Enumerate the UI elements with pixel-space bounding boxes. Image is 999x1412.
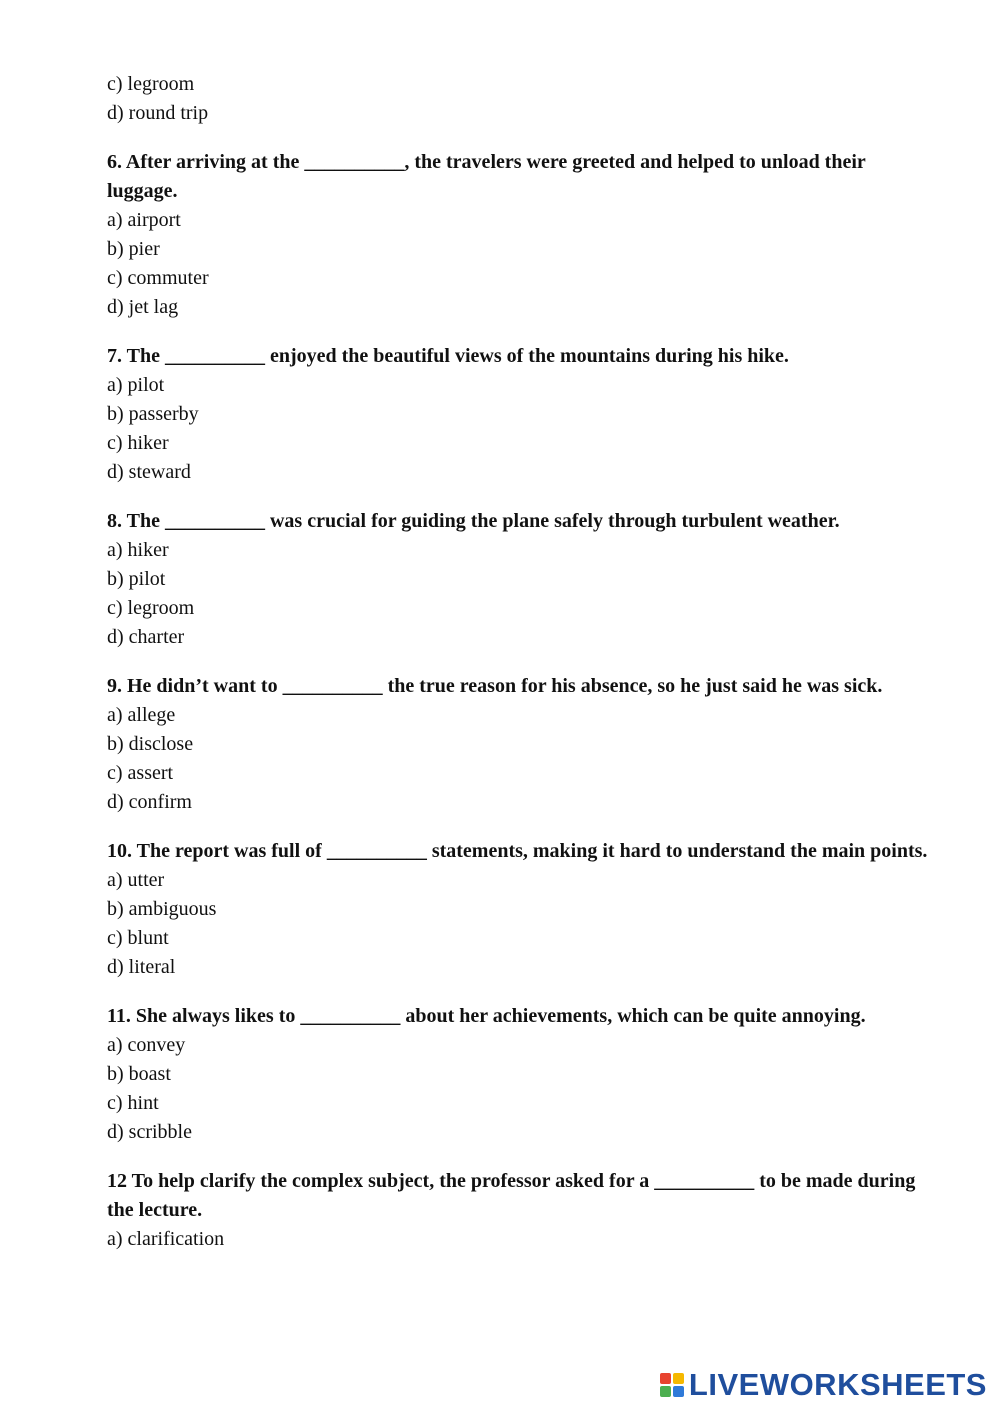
question-10 xyxy=(107,837,937,982)
question-8 xyxy=(107,507,937,652)
question-text: 9. He didn’t want to __________ the true reason for his absence, so he just said he was sick. xyxy=(107,675,883,697)
option[interactable]: c) hint xyxy=(107,1092,159,1114)
option[interactable]: d) literal xyxy=(107,956,176,978)
option[interactable]: a) utter xyxy=(107,869,165,891)
question-11 xyxy=(107,1002,937,1147)
question-text: 12 To help clarify the complex subject, the professor asked for a __________ to be made during the lecture. xyxy=(107,1170,916,1221)
option[interactable]: d) jet lag xyxy=(107,296,179,318)
option[interactable]: b) disclose xyxy=(107,733,194,755)
brand-name: LIVEWORKSHEETS xyxy=(688,1367,987,1402)
option[interactable]: c) legroom xyxy=(107,73,195,95)
question-7 xyxy=(107,342,937,487)
liveworksheets-logo-icon xyxy=(659,1372,685,1398)
option[interactable]: d) round trip xyxy=(107,102,209,124)
option[interactable]: a) clarification xyxy=(107,1228,225,1250)
question-text: 10. The report was full of __________ statements, making it hard to understand the main points. xyxy=(107,840,928,862)
option[interactable]: b) ambiguous xyxy=(107,898,217,920)
question-12 xyxy=(107,1167,937,1254)
liveworksheets-brand[interactable] xyxy=(659,1368,987,1402)
question-9 xyxy=(107,672,937,817)
option[interactable]: b) pier xyxy=(107,238,160,260)
option[interactable]: a) hiker xyxy=(107,539,169,561)
option[interactable]: b) boast xyxy=(107,1063,171,1085)
option[interactable]: c) assert xyxy=(107,762,174,784)
option[interactable]: a) allege xyxy=(107,704,176,726)
option[interactable]: d) confirm xyxy=(107,791,192,813)
option[interactable]: a) airport xyxy=(107,209,181,231)
option[interactable]: c) commuter xyxy=(107,267,209,289)
option[interactable]: b) passerby xyxy=(107,403,199,425)
question-text: 7. The __________ enjoyed the beautiful views of the mountains during his hike. xyxy=(107,345,789,367)
question-text: 8. The __________ was crucial for guiding the plane safely through turbulent weather. xyxy=(107,510,840,532)
option[interactable]: c) legroom xyxy=(107,597,195,619)
question-text: 6. After arriving at the __________, the travelers were greeted and helped to unload their luggage. xyxy=(107,151,866,202)
option[interactable]: d) charter xyxy=(107,626,185,648)
option[interactable]: a) convey xyxy=(107,1034,186,1056)
option[interactable]: b) pilot xyxy=(107,568,166,590)
worksheet-page xyxy=(107,70,937,1254)
option[interactable]: d) scribble xyxy=(107,1121,192,1143)
option[interactable]: c) hiker xyxy=(107,432,169,454)
question-6 xyxy=(107,148,937,322)
option[interactable]: c) blunt xyxy=(107,927,169,949)
lead-options xyxy=(107,70,937,128)
question-text: 11. She always likes to __________ about her achievements, which can be quite annoying. xyxy=(107,1005,866,1027)
option[interactable]: d) steward xyxy=(107,461,191,483)
option[interactable]: a) pilot xyxy=(107,374,165,396)
